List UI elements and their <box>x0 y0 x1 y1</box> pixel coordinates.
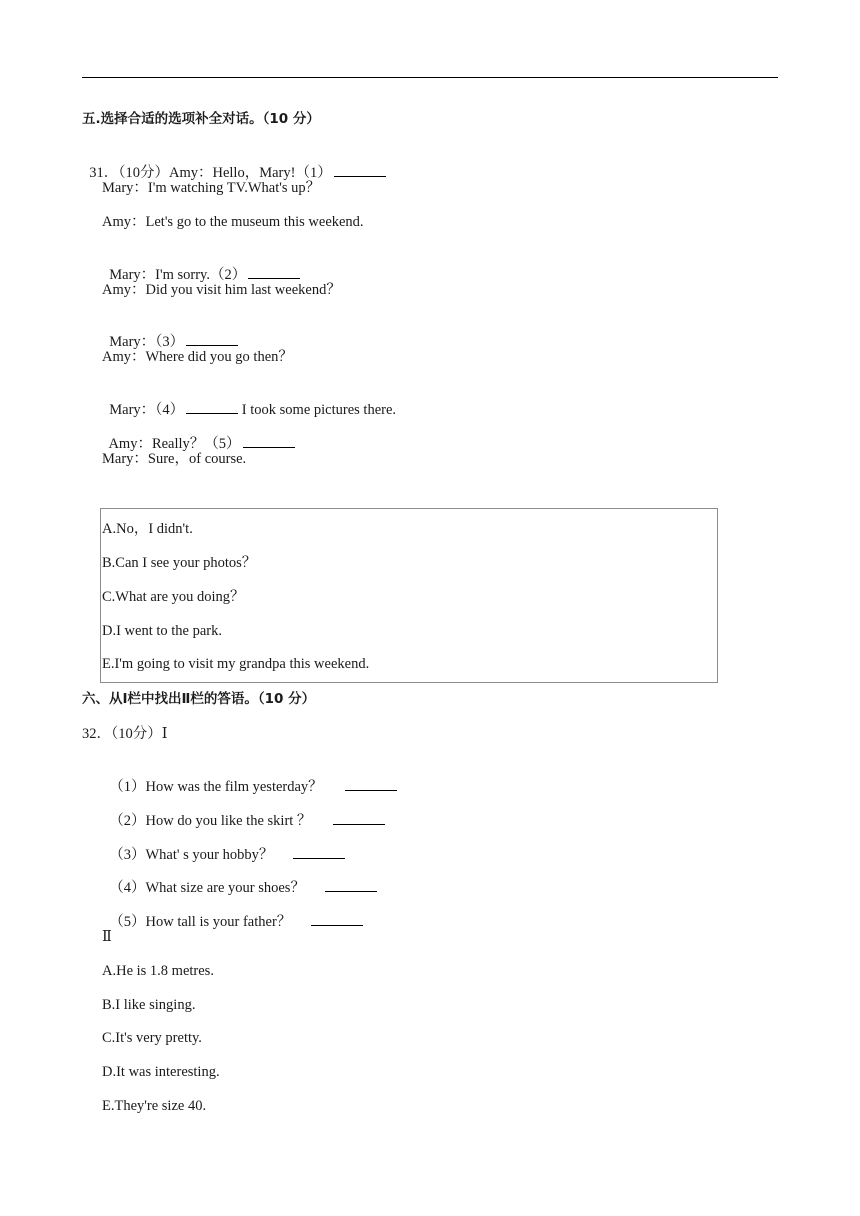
answer-b: B.I like singing. <box>102 997 196 1013</box>
question-32-prefix: 32．（10分）Ⅰ <box>82 726 168 742</box>
dialogue-line-6: Amy：Where did you go then？ <box>102 349 293 365</box>
match-blank-4[interactable] <box>325 878 377 892</box>
answer-blank-4[interactable] <box>186 400 238 414</box>
column1-item-1 <box>102 759 397 796</box>
dialogue-line-4: Amy：Did you visit him last weekend？ <box>102 282 341 298</box>
dialogue-line-7-text-a: Mary：（4） <box>109 402 185 418</box>
dialogue-line-8-text: Amy：Really？（5） <box>108 436 241 452</box>
dialogue-line-3-text: Mary：I'm sorry.（2） <box>109 267 247 283</box>
answer-blank-3[interactable] <box>186 332 238 346</box>
answer-blank-1[interactable] <box>334 163 386 177</box>
dialogue-line-2: Amy：Let's go to the museum this weekend. <box>102 214 364 230</box>
match-blank-5[interactable] <box>311 912 363 926</box>
question-31-prefix: 31．（10分）Amy：Hello，Mary!（1） <box>89 165 332 181</box>
option-d: D.I went to the park. <box>102 623 222 639</box>
header-rule <box>82 77 778 78</box>
dialogue-line-1: Mary：I'm watching TV.What's up？ <box>102 180 321 196</box>
column1-item-4-text: （4）What size are your shoes？ <box>109 880 305 896</box>
column1-item-3 <box>102 827 345 864</box>
answer-e: E.They're size 40. <box>102 1098 207 1114</box>
answer-d: D.It was interesting. <box>102 1064 220 1080</box>
dialogue-line-5 <box>102 314 238 351</box>
dialogue-line-8 <box>102 416 295 453</box>
answer-a: A.He is 1.8 metres. <box>102 963 214 979</box>
section-6-title: 六、从Ⅰ栏中找出Ⅱ栏的答语。（10 分） <box>82 691 316 707</box>
option-a: A.No，I didn't. <box>102 521 193 537</box>
dialogue-line-9: Mary：Sure，of course. <box>102 451 247 467</box>
option-b: B.Can I see your photos？ <box>102 555 257 571</box>
match-blank-1[interactable] <box>345 777 397 791</box>
dialogue-line-3 <box>102 247 300 284</box>
dialogue-line-5-text: Mary：（3） <box>109 334 185 350</box>
answer-c: C.It's very pretty. <box>102 1030 202 1046</box>
option-e: E.I'm going to visit my grandpa this weekend. <box>102 656 370 672</box>
column1-item-2 <box>102 793 385 830</box>
answer-blank-5[interactable] <box>243 434 295 448</box>
option-c: C.What are you doing？ <box>102 589 245 605</box>
question-31 <box>82 145 386 182</box>
column1-item-5-text: （5）How tall is your father？ <box>109 914 292 930</box>
column2-label: Ⅱ <box>102 929 112 945</box>
column1-item-1-text: （1）How was the film yesterday？ <box>109 779 323 795</box>
column1-item-5 <box>102 894 363 931</box>
dialogue-line-7-text-b: I took some pictures there. <box>238 402 397 418</box>
column1-item-4 <box>102 860 377 897</box>
column1-item-3-text: （3）What' s your hobby？ <box>109 847 274 863</box>
match-blank-3[interactable] <box>293 845 345 859</box>
answer-blank-2[interactable] <box>248 265 300 279</box>
section-5-title: 五.选择合适的选项补全对话。（10 分） <box>82 111 320 127</box>
match-blank-2[interactable] <box>333 811 385 825</box>
dialogue-line-7 <box>102 382 396 419</box>
column1-item-2-text: （2）How do you like the skirt ？ <box>109 813 312 829</box>
